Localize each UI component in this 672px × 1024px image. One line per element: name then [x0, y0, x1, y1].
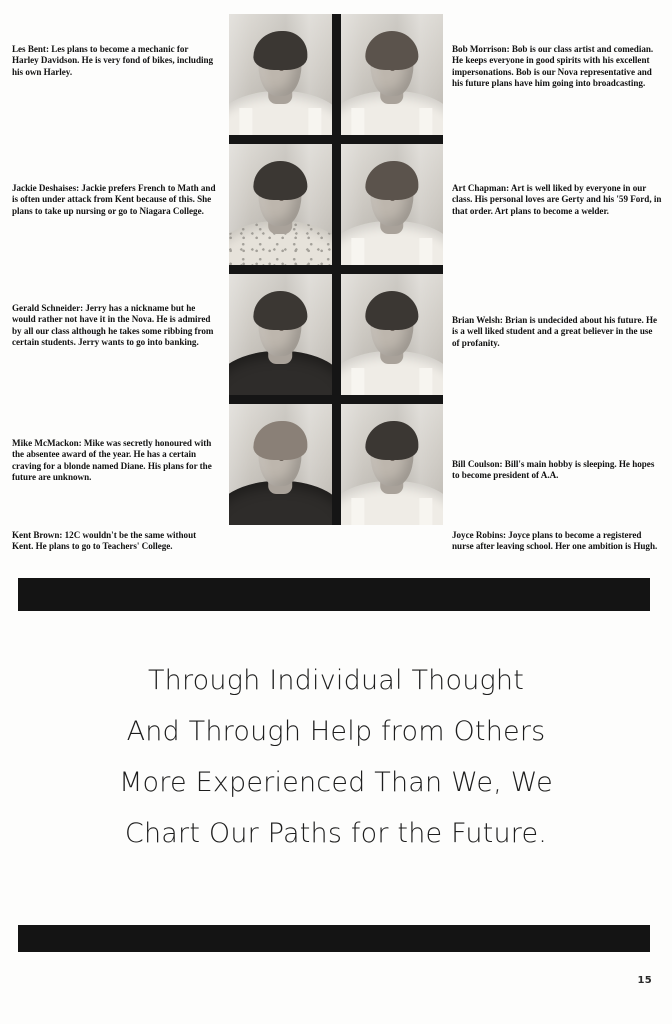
- portrait-jackie-deshaises: [229, 144, 332, 265]
- portrait-mike-mcmackon: [229, 404, 332, 525]
- student-blurb-jackie-deshaises: Jackie Deshaises: Jackie prefers French to Math and is often under attack from Kent because of this. She plans to take up nursing or go to Niagara College.: [12, 183, 216, 216]
- portrait-art-chapman: [341, 144, 444, 265]
- student-blurb-bill-coulson: Bill Coulson: Bill's main hobby is sleeping. He hopes to become president of A.A.: [452, 459, 655, 481]
- portrait-mouth: [279, 200, 283, 201]
- quote-line-3: More Experienced Than We, We: [119, 767, 553, 798]
- student-blurb-mike-mcmackon: Mike McMackon: Mike was secretly honoured with the absentee award of the year. He has a certain craving for a blonde named Diane. His plans for the future are unknown.: [12, 438, 212, 482]
- portrait-mouth: [391, 460, 395, 461]
- portrait-collar: [351, 368, 432, 395]
- portrait-mouth: [391, 70, 395, 71]
- page-number: 15: [637, 975, 652, 986]
- portrait-collar: [351, 498, 432, 525]
- portrait-brian-welsh: [341, 274, 444, 395]
- quote-line-2: And Through Help from Others: [126, 716, 546, 747]
- student-blurb-bob-morrison: Bob Morrison: Bob is our class artist and comedian. He keeps everyone in good spirits with his excellent impersonations. Bob is our Nova representative and his future plans have him going into broadcasting.: [452, 44, 654, 88]
- portrait-collar: [351, 108, 432, 135]
- portrait-mouth: [391, 330, 395, 331]
- divider-bar-top: [18, 578, 650, 611]
- portrait-collar: [240, 108, 321, 135]
- portrait-mouth: [279, 330, 283, 331]
- portrait-grid: [229, 14, 443, 525]
- divider-bar-bottom: [18, 925, 650, 952]
- student-blurb-joyce-robins: Joyce Robins: Joyce plans to become a registered nurse after leaving school. Her one ambition is Hugh.: [452, 530, 658, 552]
- portrait-mouth: [279, 460, 283, 461]
- closing-quotation: [0, 655, 672, 859]
- student-blurb-art-chapman: Art Chapman: Art is well liked by everyone in our class. His personal loves are Gerty and his '59 Ford, in that order. Art plans to become a welder.: [452, 183, 662, 216]
- quote-line-1: Through Individual Thought: [147, 665, 525, 696]
- portrait-bob-morrison: [341, 14, 444, 135]
- portrait-gerald-schneider: [229, 274, 332, 395]
- portrait-collar: [351, 238, 432, 265]
- portrait-mouth: [391, 200, 395, 201]
- student-blurb-kent-brown: Kent Brown: 12C wouldn't be the same without Kent. He plans to go to Teachers' College.: [12, 530, 197, 552]
- student-blurb-brian-welsh: Brian Welsh: Brian is undecided about his future. He is a well liked student and a great believer in the use of profanity.: [452, 315, 658, 348]
- portrait-bill-coulson: [341, 404, 444, 525]
- portrait-mouth: [279, 70, 283, 71]
- quote-line-4: Chart Our Paths for the Future.: [124, 818, 548, 849]
- student-blurb-les-bent: Les Bent: Les plans to become a mechanic for Harley Davidson. He is very fond of bikes, including his own Harley.: [12, 44, 214, 77]
- portrait-les-bent: [229, 14, 332, 135]
- student-blurb-gerald-schneider: Gerald Schneider: Jerry has a nickname but he would rather not have it in the Nova. He is admired by all our class although he takes some ribbing from certain students. Jerry wants to go into banking.: [12, 303, 214, 347]
